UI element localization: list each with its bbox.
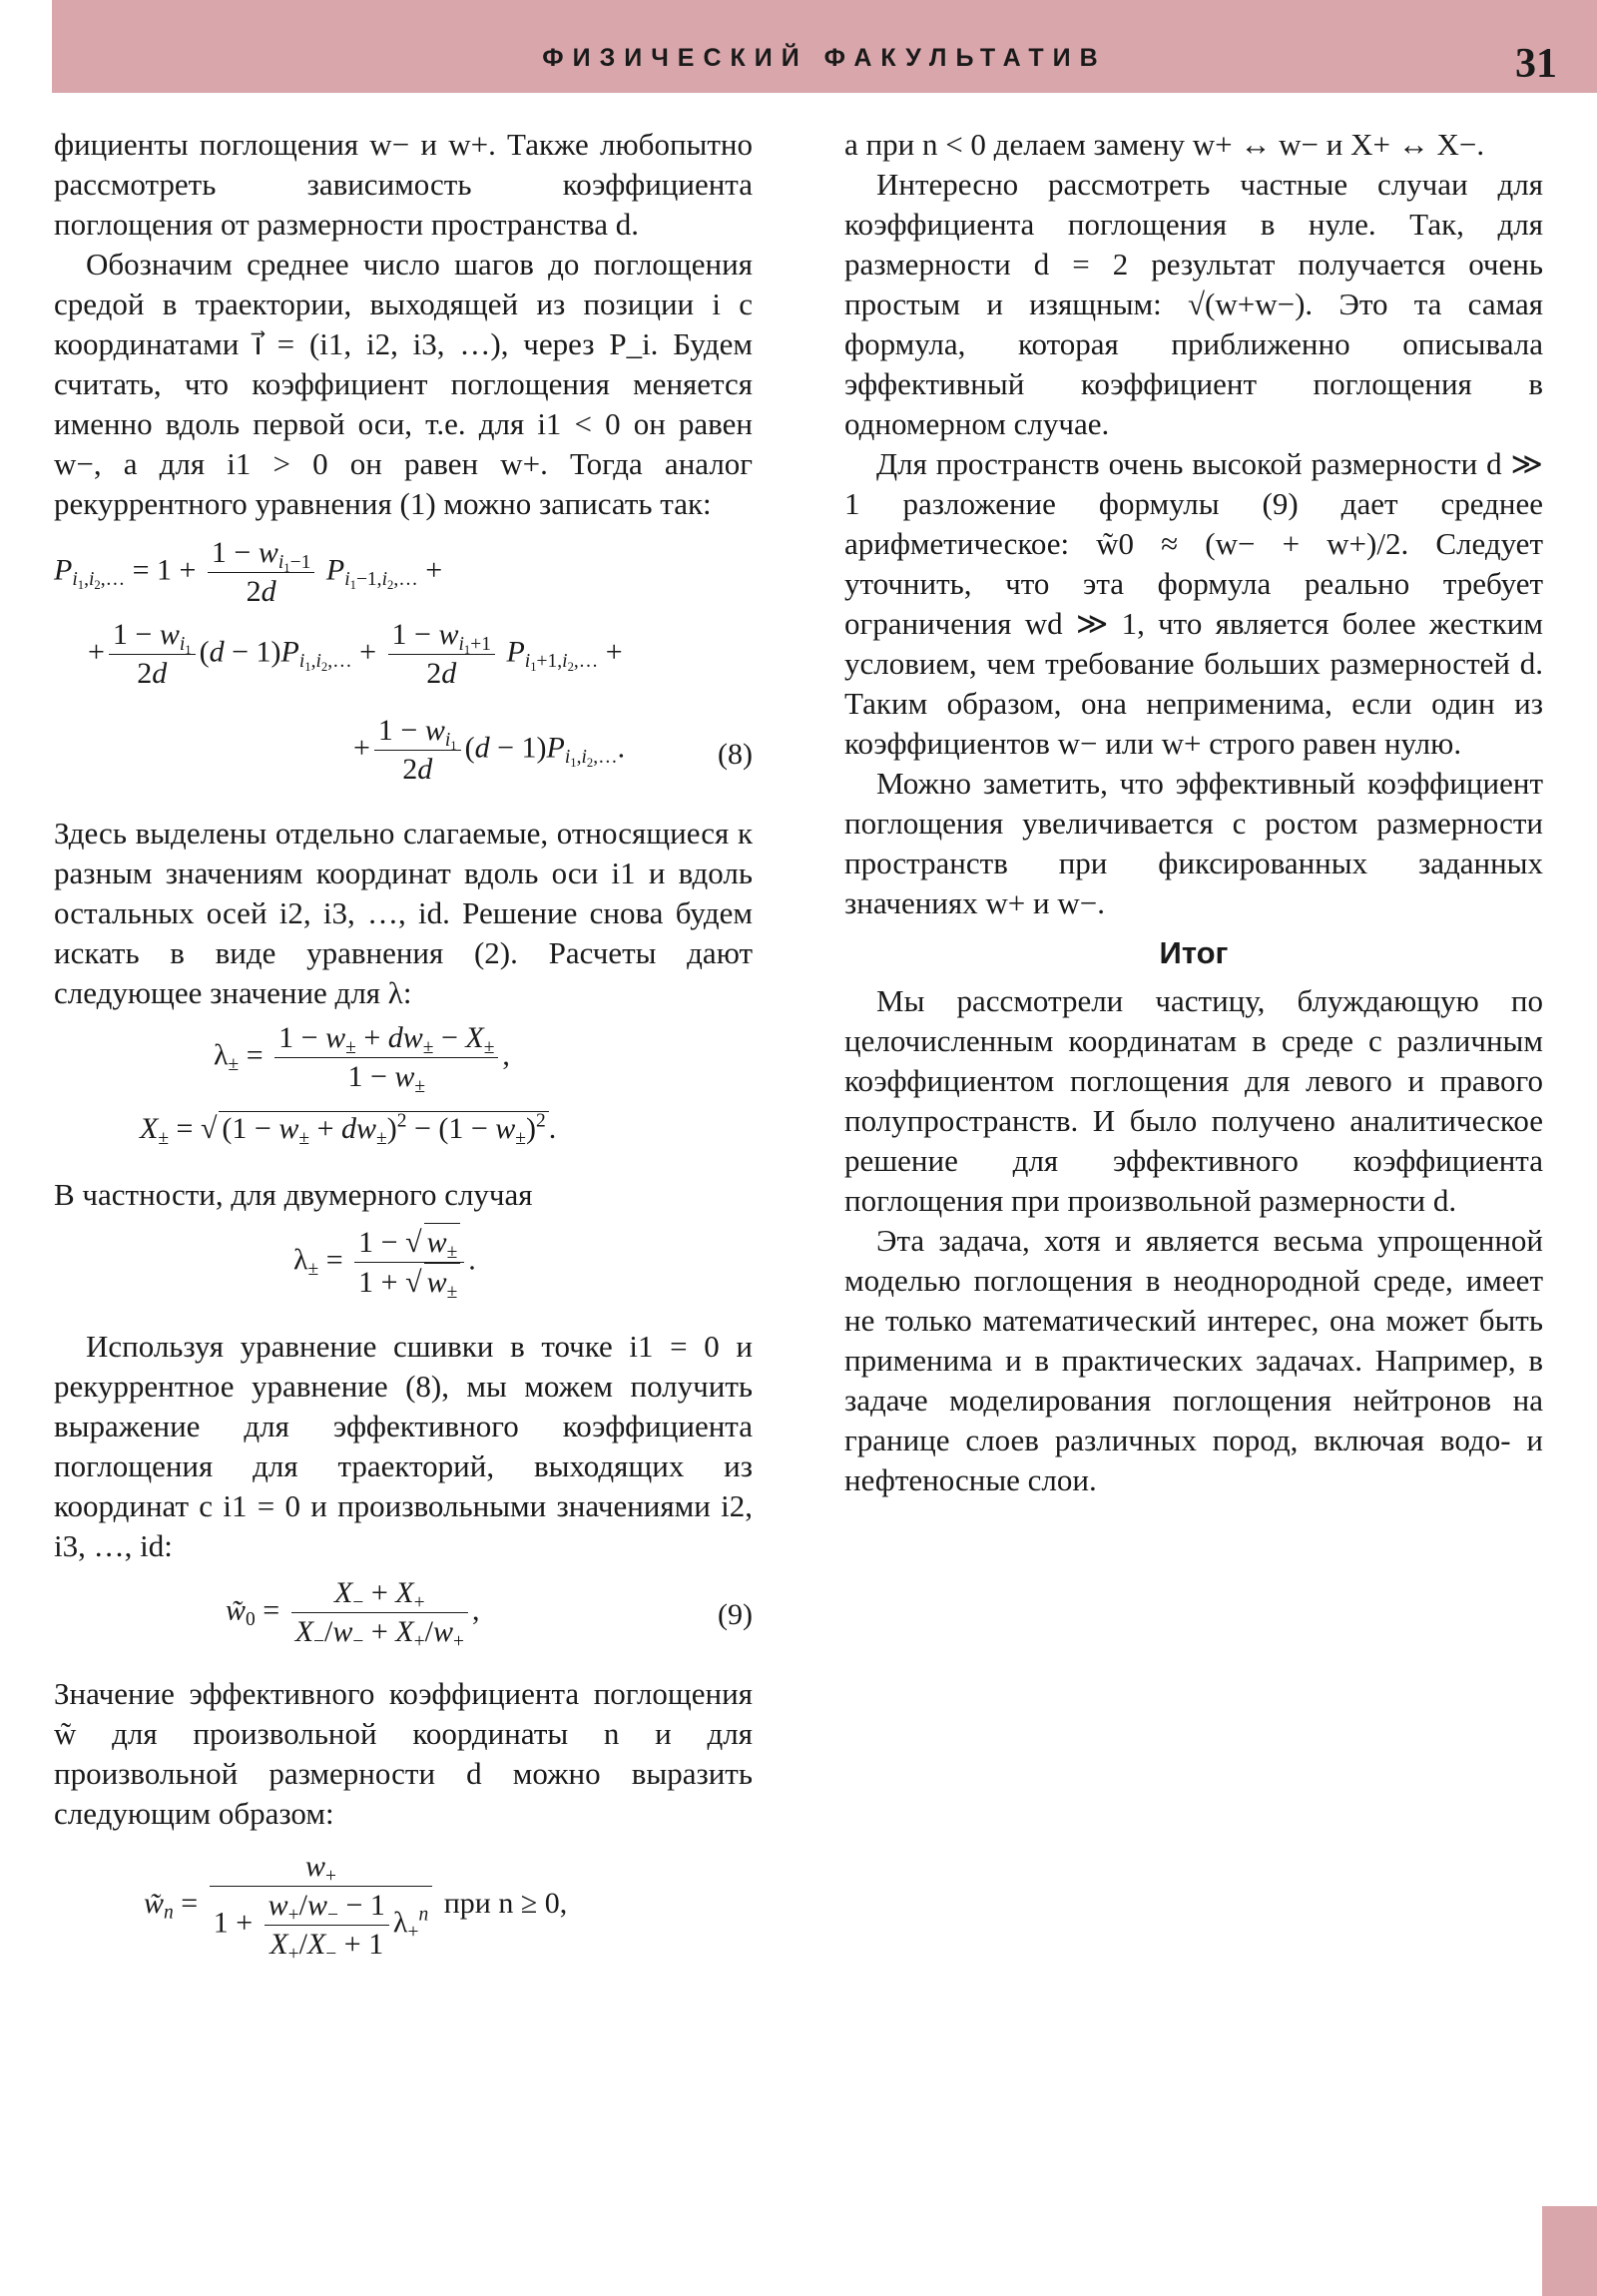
left-column [54,125,753,1978]
paragraph: а при n < 0 делаем замену w+ ↔ w− и X+ ↔ X−. [844,127,1485,162]
paragraph: фициенты поглощения w− и w+. Также любопытно рассмотреть зависимость коэффициента поглощения от размерности пространства d. [54,127,753,242]
paragraph: Здесь выделены отдельно слагаемые, относящиеся к разным значениям координат вдоль оси i1 и вдоль остальных осей i2, i3, …, id. Решение снова будем искать в виде уравнения (2). Расчеты дают следующее значение для λ: [54,816,753,1010]
paragraph: Для пространств очень высокой размерности d ≫ 1 разложение формулы (9) дает среднее арифметическое: w̃0 ≈ (w− + w+)/2. Следует уточнить, что эта формула реально требует ограничения wd ≫ 1, что является более жестким условием, чем требование больших размерностей d. Таким образом, она неприменима, если один из коэффициентов w− или w+ строго равен нулю. [844,446,1543,761]
paragraph: Интересно рассмотреть частные случаи для коэффициента поглощения в нуле. Так, для размерности d = 2 результат получается очень простым и изящным: √(w+w−). Это та самая формула, которая приближенно описывала эффективный коэффициент поглощения в одномерном случае. [844,167,1543,441]
page-number: 31 [1515,41,1557,87]
equation-8: $P_{i_1,i_2,\dots} = 1$ + $\frac{1 - w_{i_1-1}}{2d}$ $P_{i_1-1,i_2,\dots}$ + + $\frac{1 - w_{i_1}}{2d}$ $(d - 1)P_{i_1,i_2,\dots}$ + $\frac{1 - w_{i_1+1}}{2d}$ $P_{i_1+1,i_2,\dots}$ + + $\frac{1 - w_{i_1}}{2d}$ $(d - 1)P_{i_1,i_2,\dots}$. (8) [54,536,753,786]
right-column [844,125,1543,1500]
equation-9: $w̃_0$ = $\frac{X_- + X_+}{X_-/w_- + X_+/w_+}$ , (9) [226,1576,753,1652]
x-formula: $X_\pm$ = √ $(1 - w_\pm + dw_\pm)^2 - (1 - w_\pm)^2$ . [140,1110,557,1149]
equation-number: (8) [718,738,753,771]
lambda-2d-formula: $\lambda_\pm$ = $\frac{1 - √ w_\pm}{1 + √ w_\pm}$ . [54,1223,753,1315]
paragraph: Значение эффективного коэффициента поглощения w̃ для произвольной координаты n и для произвольной размерности d можно выразить следующим образом: [54,1676,753,1831]
equation-10: $w̃_n$ = $w_+$ 1 + $\frac{w_+/w_- - 1}{X_+/X_- + 1}$ $\lambda_+^n$ при n ≥ 0, [144,1850,568,1965]
paragraph: Обозначим среднее число шагов до поглощения средой в траектории, выходящей из позиции i с координатами i⃗ = (i1, i2, i3, …), через P_i. Будем считать, что коэффициент поглощения меняется именно вдоль первой оси, т.е. для i1 < 0 он равен w−, а для i1 > 0 он равен w+. Тогда аналог рекуррентного уравнения (1) можно записать так: [54,247,753,521]
paragraph: Можно заметить, что эффективный коэффициент поглощения увеличивается с ростом размерности пространств при фиксированных заданных значениях w+ и w−. [844,766,1543,920]
journal-section-title: ФИЗИЧЕСКИЙ ФАКУЛЬТАТИВ [542,44,1107,72]
lambda-formula: $\lambda_\pm$ = $\frac{1 - w_\pm + dw_\pm - X_\pm}{1 - w_\pm}$ , [214,1021,510,1097]
section-title: Итог [1159,935,1229,970]
equation-condition: при n ≥ 0, [443,1886,568,1920]
paragraph: Эта задача, хотя и является весьма упрощенной моделью поглощения в неоднородной среде, имеет не только математический интерес, она может быть применима и в практических задачах. Например, в задаче моделирования поглощения нейтронов на границе слоев различных пород, включая водо- и нефтеносные слои. [844,1223,1543,1497]
paragraph: Мы рассмотрели частицу, блуждающую по целочисленным координатам в среде с различным коэффициентом поглощения для левого и правого полупространств. И было получено аналитическое решение для эффективного коэффициента поглощения при произвольной размерности d. [844,983,1543,1218]
corner-decoration [1542,2206,1597,2296]
equation-number: (9) [718,1598,753,1631]
paragraph: Используя уравнение сшивки в точке i1 = 0 и рекуррентное уравнение (8), мы можем получить выражение для эффективного коэффициента поглощения для траекторий, выходящих из координат с i1 = 0 и произвольными значениями i2, i3, …, id: [54,1329,753,1563]
page-header [52,0,1597,93]
paragraph: В частности, для двумерного случая [54,1177,533,1212]
